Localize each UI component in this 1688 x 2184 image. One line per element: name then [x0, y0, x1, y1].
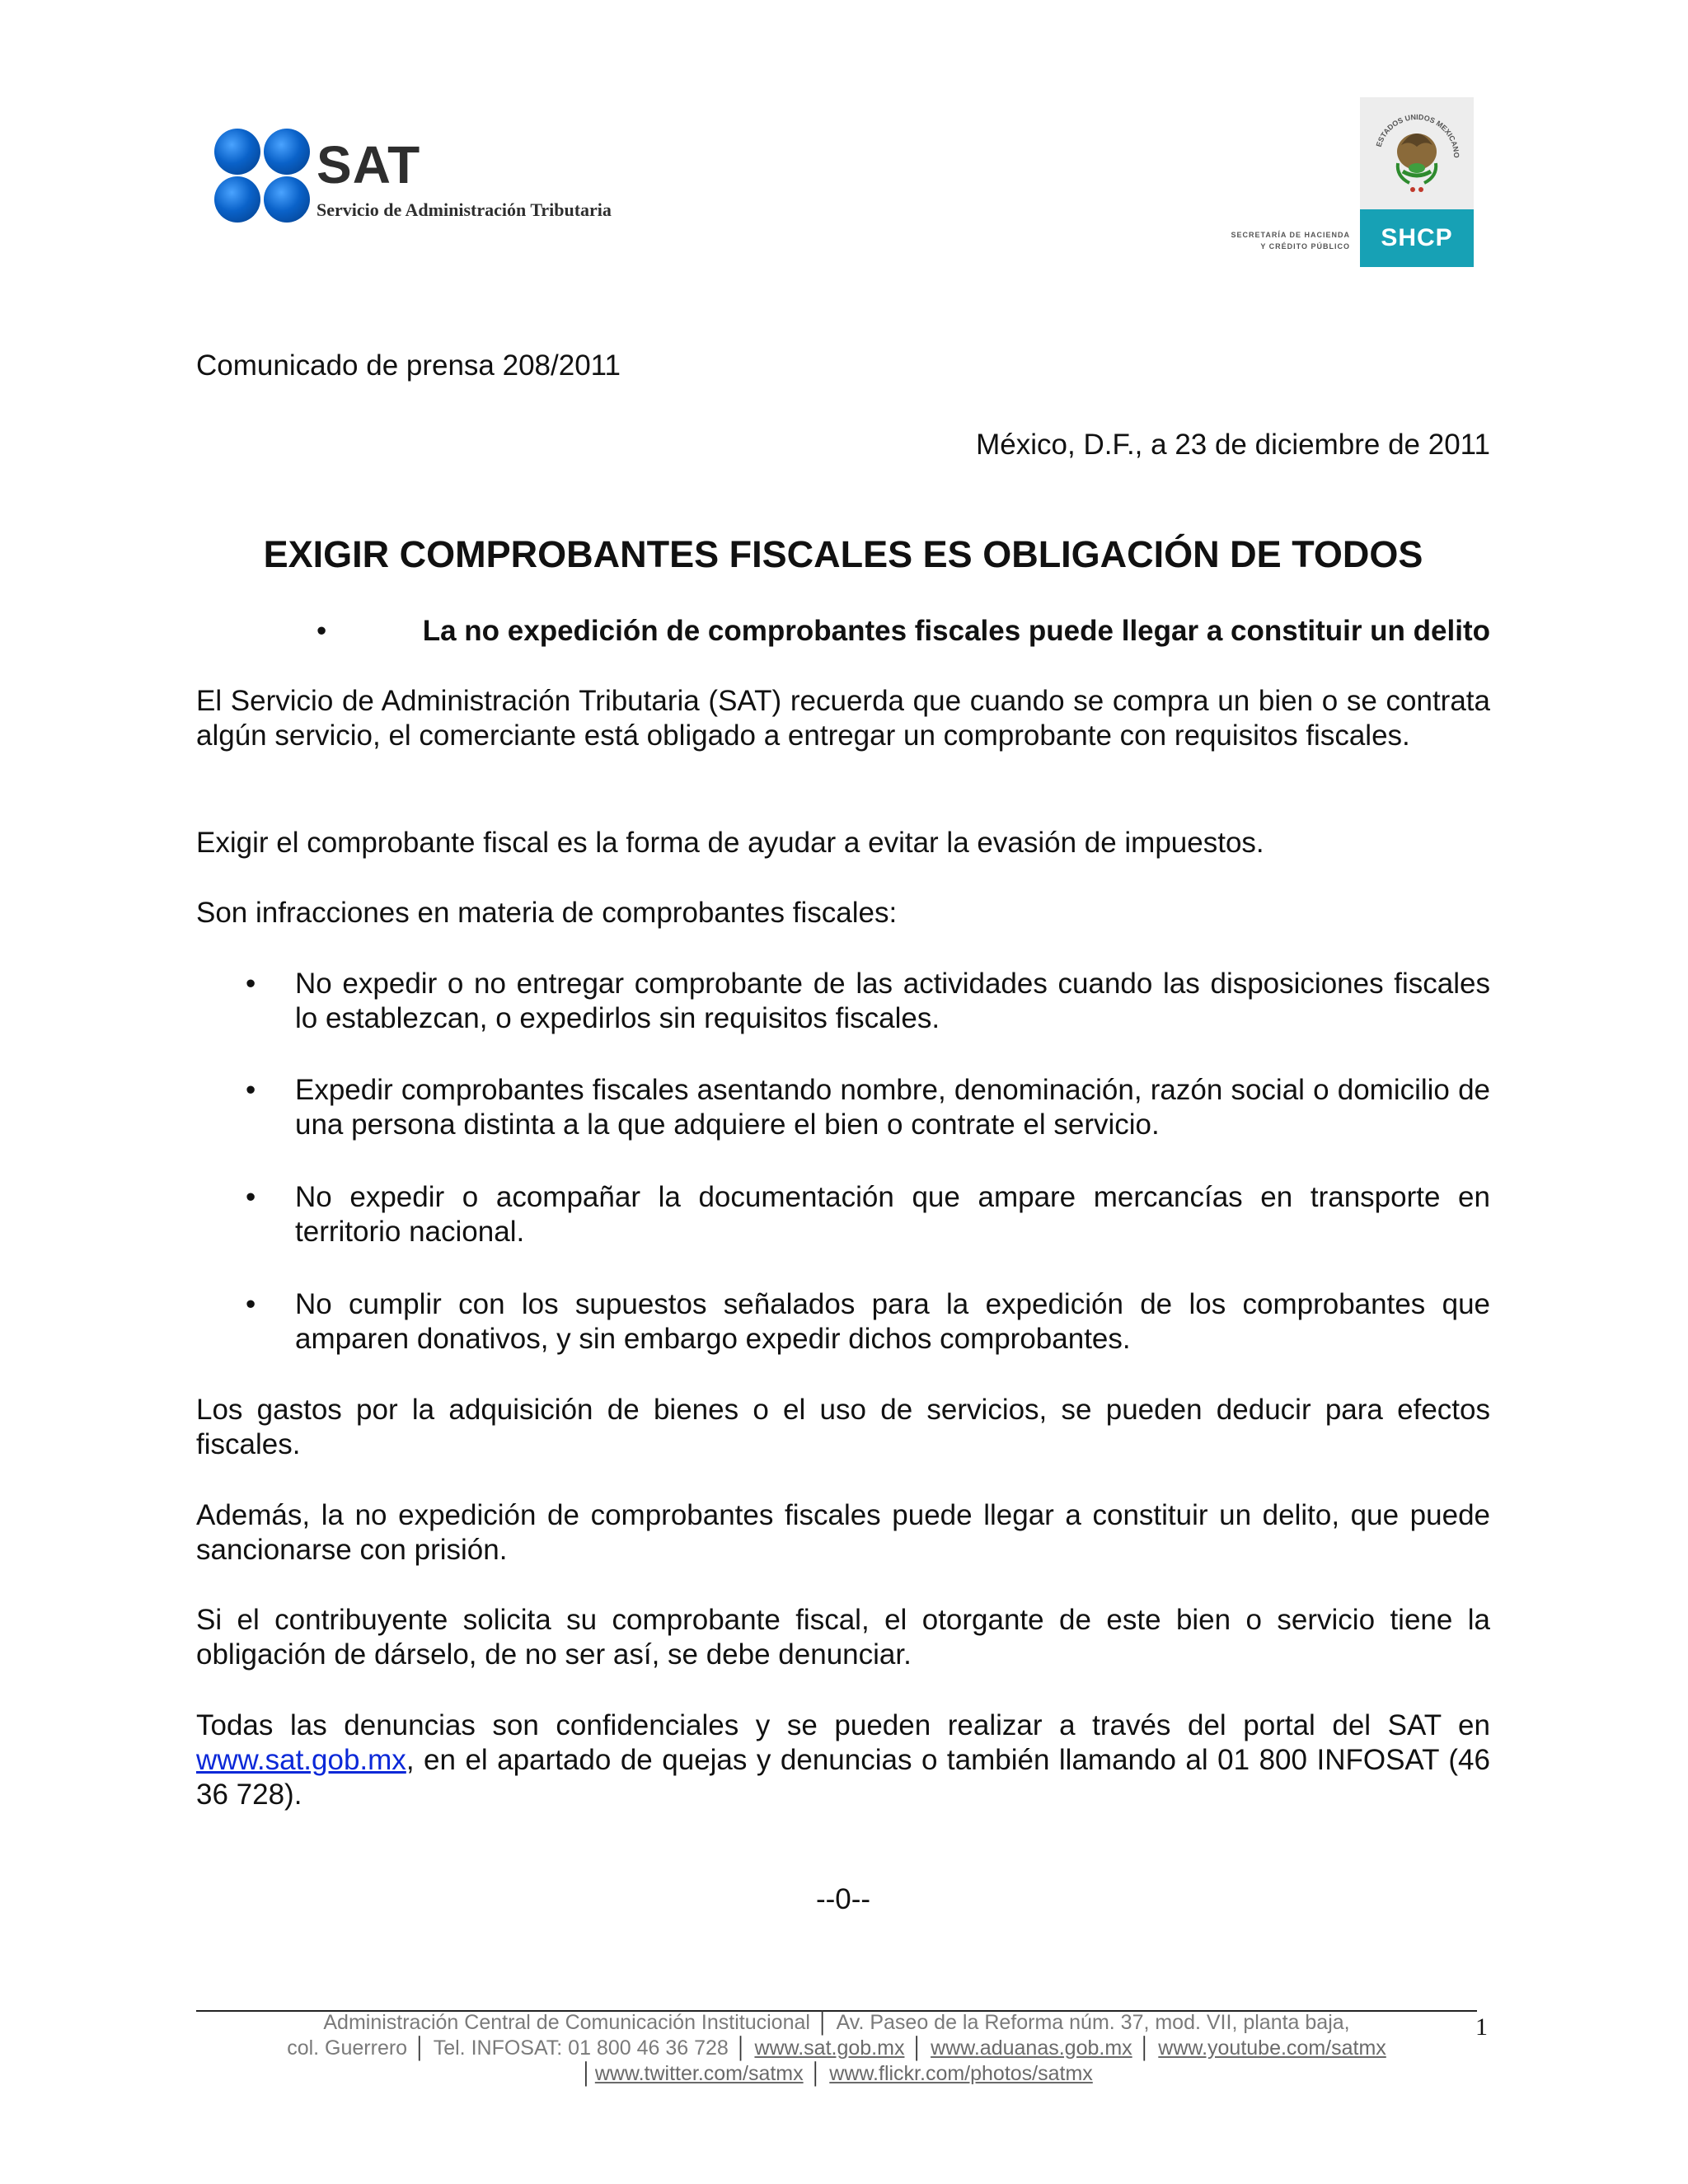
sat-logo-subtitle: Servicio de Administración Tributaria — [316, 199, 612, 220]
paragraph: Los gastos por la adquisición de bienes o el uso de servicios, se pueden deducir para efectos fiscales. — [196, 1394, 1490, 1460]
shcp-secretaria-line: SECRETARÍA DE HACIENDA — [1231, 231, 1350, 239]
footer-text: Administración Central de Comunicación Institucional — [323, 2011, 810, 2034]
footer-text: col. Guerrero — [287, 2036, 408, 2060]
document-title: EXIGIR COMPROBANTES FISCALES ES OBLIGACIÓN DE TODOS — [263, 533, 1423, 575]
list-item-text: No expedir o acompañar la documentación que ampare mercancías en transporte en territorio nacional. — [295, 1181, 1490, 1248]
footer-separator: │ — [911, 2036, 925, 2060]
bullet-icon: • — [246, 1074, 256, 1106]
footer-text: Tel. INFOSAT: 01 800 46 36 728 — [433, 2036, 729, 2060]
bullet-icon: • — [246, 968, 256, 1000]
end-mark: --0-- — [815, 1883, 871, 1915]
footer-line — [196, 2036, 1477, 2061]
list-item-text: No expedir o no entregar comprobante de las actividades cuando las disposiciones fiscales lo establezcan, o expedirlos sin requisitos fiscales. — [295, 968, 1490, 1034]
footer-link-youtube[interactable]: www.youtube.com/satmx — [1158, 2036, 1386, 2060]
sat-logo-dot — [264, 176, 310, 223]
subtitle-text: La no expedición de comprobantes fiscales puede llegar a constituir un delito — [422, 615, 1490, 647]
paragraph: Además, la no expedición de comprobantes fiscales puede llegar a constituir un delito, que puede sancionarse con prisión. — [196, 1499, 1490, 1566]
footer-separator: │ — [734, 2036, 748, 2060]
footer-link-flickr[interactable]: www.flickr.com/photos/satmx — [829, 2062, 1093, 2085]
shcp-secretaria-text — [1193, 229, 1350, 252]
press-release-number: Comunicado de prensa 208/2011 — [196, 349, 621, 382]
paragraph-text: Todas las denuncias son confidenciales y se pueden realizar a través del portal del SAT en — [196, 1709, 1490, 1741]
sat-logo-text: SAT — [316, 135, 421, 194]
bullet-icon: • — [316, 615, 327, 647]
list-item-text: No cumplir con los supuestos señalados para la expedición de los comprobantes que amparen donativos, y sin embargo expedir dichos comprobantes. — [295, 1288, 1490, 1355]
footer-line — [196, 2061, 1477, 2087]
paragraph: Si el contribuyente solicita su comprobante fiscal, el otorgante de este bien o servicio tiene la obligación de dárselo, de no ser así, se debe denunciar. — [196, 1604, 1490, 1671]
bullet-icon: • — [246, 1181, 256, 1213]
sat-website-link[interactable]: www.sat.gob.mx — [196, 1744, 406, 1776]
shcp-logo — [1193, 97, 1474, 267]
footer-separator: │ — [809, 2062, 823, 2085]
mexican-seal-icon — [1360, 97, 1474, 209]
paragraph: Son infracciones en materia de comprobantes fiscales: — [196, 897, 898, 929]
footer-link-aduanas[interactable]: www.aduanas.gob.mx — [931, 2036, 1132, 2060]
footer-link-twitter[interactable]: www.twitter.com/satmx — [594, 2062, 804, 2085]
footer-separator: │ — [816, 2011, 830, 2034]
footer-separator: │ — [414, 2036, 427, 2060]
paragraph-text: , en el apartado de quejas y denuncias o también llamando al 01 800 INFOSAT (46 36 728). — [196, 1744, 1490, 1811]
seal-text: ESTADOS UNIDOS MEXICANO — [1374, 112, 1461, 158]
page-number: 1 — [1475, 2013, 1488, 2041]
press-release-date: México, D.F., a 23 de diciembre de 2011 — [976, 429, 1490, 461]
paragraph: Exigir el comprobante fiscal es la forma de ayudar a evitar la evasión de impuestos. — [196, 827, 1264, 859]
footer-line — [196, 2010, 1477, 2036]
shcp-secretaria-line: Y CRÉDITO PÚBLICO — [1260, 242, 1350, 251]
sat-logo-dot — [214, 129, 260, 175]
footer-link-sat[interactable]: www.sat.gob.mx — [754, 2036, 905, 2060]
sat-logo-dot — [214, 176, 260, 223]
footer-separator: │ — [1138, 2036, 1152, 2060]
bullet-icon: • — [246, 1288, 256, 1320]
footer-text: Av. Paseo de la Reforma núm. 37, mod. VII, planta baja, — [836, 2011, 1350, 2034]
sat-logo — [213, 124, 674, 231]
paragraph-denuncias — [196, 1708, 1490, 1812]
shcp-logo-text: SHCP — [1360, 209, 1474, 267]
paragraph: El Servicio de Administración Tributaria (SAT) recuerda que cuando se compra un bien o se contrata algún servicio, el comerciante está obligado a entregar un comprobante con requisitos fiscales. — [196, 685, 1490, 752]
list-item-text: Expedir comprobantes fiscales asentando nombre, denominación, razón social o domicilio de una persona distinta a la que adquiere el bien o contrate el servicio. — [295, 1074, 1490, 1141]
sat-logo-dot — [264, 129, 310, 175]
footer-separator: │ — [580, 2062, 593, 2085]
